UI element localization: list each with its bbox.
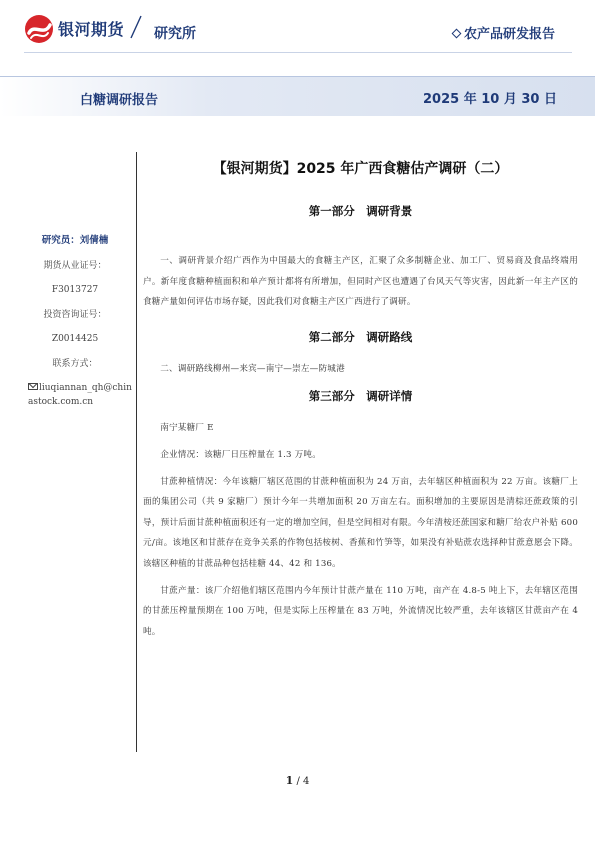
paragraph-background: 一、调研背景介绍广西作为中国最大的食糖主产区，汇聚了众多制糖企业、加工厂、贸易商及食品终端用户。新年度食糖种植面积和单产预计都将有所增加，但同时产区也遭遇了台风天气等灾害，因此新一年主产区的食糖产量如何评估市场存疑，因此我们对食糖主产区广西进行了调研。 — [143, 256, 578, 308]
paragraph-output: 甘蔗产量：该厂介绍他们辖区范围内今年预计甘蔗产量在 110 万吨，亩产在 4.8-5 吨上下，去年辖区范围的甘蔗压榨量预期在 100 万吨，但是实际上压榨量在 83 万吨，外流情况比较严重，去年该辖区甘蔗亩产在 4 吨。 — [143, 585, 578, 637]
page-total: 4 — [303, 776, 310, 787]
mail-icon — [28, 383, 38, 390]
paragraph-company: 企业情况：该糖厂日压榨量在 1.3 万吨。 — [160, 449, 322, 460]
header-rule — [24, 52, 572, 53]
page-separator: / — [293, 776, 303, 787]
analyst-name: 研究员：刘倩楠 — [41, 235, 109, 246]
report-body — [143, 150, 578, 642]
diamond-icon — [452, 29, 462, 39]
brand-name: 银河期货 — [58, 20, 125, 39]
band-rule — [0, 76, 595, 77]
section-heading-route: 第二部分 调研路线 — [308, 329, 413, 344]
section-heading-background: 第一部分 调研背景 — [308, 204, 413, 218]
paragraph-factory: 南宁某糖厂 E — [160, 423, 214, 434]
paragraph-planting: 甘蔗种植情况：今年该糖厂辖区范围的甘蔗种植面积为 24 万亩，去年辖区种植面积为 22 万亩。该糖厂上面的集团公司（共 9 家糖厂）预计今年一共增加面积 20 万亩左右。面积增加的主要原因是清棕还蔗政策的引导，预计后面甘蔗种植面积还有一定的增加空间，但是空间相对有限。今年清桉还蔗国家和糖厂给农户补贴 600 元/亩。该地区和甘蔗存在竞争关系的作物包括桉树、香蕉和竹笋等，如果没有补贴蔗农选择种甘蔗意愿会下降。该辖区种植的甘蔗品种包括桂糖 44、42 和 136。 — [143, 476, 578, 569]
page-header — [0, 0, 595, 60]
contact-label: 联系方式： — [52, 358, 98, 369]
sidebar-divider — [136, 152, 137, 752]
license-number: F3013727 — [51, 285, 99, 295]
license-label: 期货从业证号： — [43, 260, 107, 271]
slash-divider-icon — [129, 14, 143, 40]
report-title: 【银河期货】2025 年广西食糖估产调研（二） — [212, 161, 509, 177]
report-type-label: 农产品研发报告 — [463, 27, 555, 42]
report-category: 白糖调研报告 — [80, 93, 159, 108]
galaxy-logo-icon — [24, 14, 54, 44]
report-type — [453, 23, 555, 42]
advisor-label: 投资咨询证号： — [43, 309, 107, 320]
page-current: 1 — [285, 774, 294, 787]
report-date: 2025 年 10 月 30 日 — [423, 92, 557, 107]
paragraph-route: 二、调研路线柳州—来宾—南宁—崇左—防城港 — [160, 363, 345, 374]
advisor-number: Z0014425 — [51, 334, 99, 344]
page-number — [0, 774, 595, 787]
department-name: 研究所 — [154, 26, 196, 42]
analyst-sidebar — [18, 229, 132, 409]
email-contact[interactable] — [18, 381, 132, 409]
section-heading-details: 第三部分 调研详情 — [308, 389, 413, 404]
email-address[interactable]: liuqiannan_qh@chinastock.com.cn — [28, 383, 132, 407]
